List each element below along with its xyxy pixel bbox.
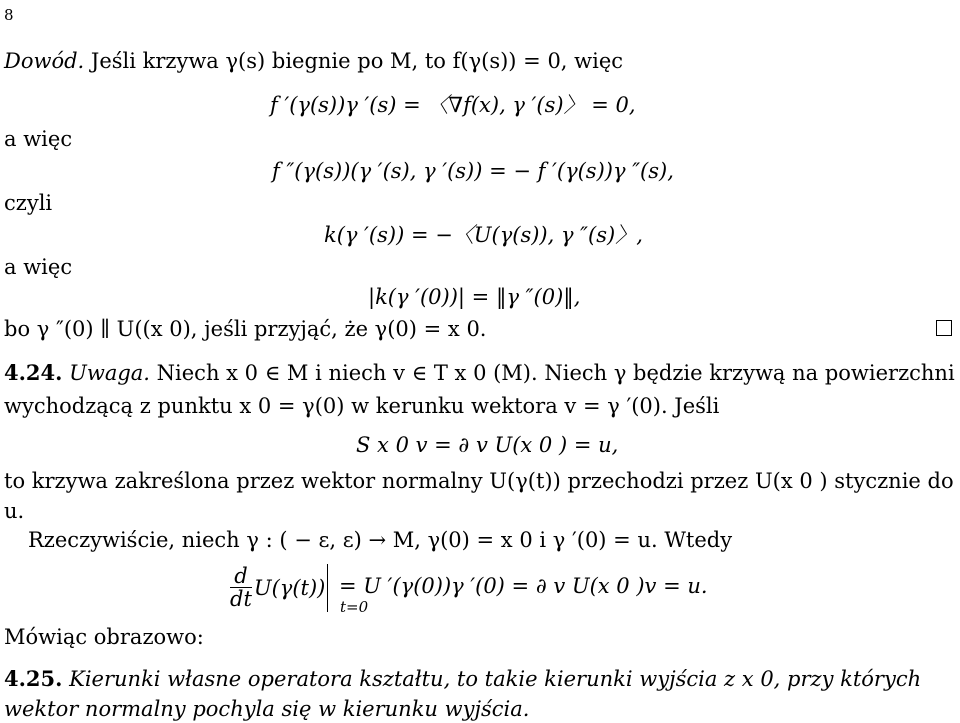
remark-line-3: to krzywa zakreślona przez wektor normalny U(γ(t)) przechodzi przez U(x 0 ) stycznie do <box>4 469 954 493</box>
page-number: 8 <box>4 6 14 24</box>
definition-line-1 <box>4 666 921 692</box>
remark-line-4: u. <box>4 499 25 523</box>
evaluation-subscript: t=0 <box>340 598 369 616</box>
definition-line-2: wektor normalny pochyla się w kierunku wyjścia. <box>4 697 530 721</box>
derivative-fraction <box>230 565 252 610</box>
evaluation-expression: U(γ(t)) <box>253 575 326 600</box>
remark-equation: S x 0 v = ∂ v U(x 0 ) = u, <box>356 433 619 457</box>
fraction-denominator: dt <box>230 587 252 611</box>
remark-line-2: wychodzącą z punktu x 0 = γ(0) w kerunku wektora v = γ ′(0). Jeśli <box>4 394 720 418</box>
equation-4: |k(γ ′(0))| = ‖γ ″(0)‖, <box>368 285 581 309</box>
connector-a-wiec-1: a więc <box>4 127 73 151</box>
connector-a-wiec-2: a więc <box>4 255 73 279</box>
derivative-rest: = U ′(γ(0))γ ′(0) = ∂ v U(x 0 )v = u. <box>332 574 708 598</box>
remark-line-1 <box>4 360 955 386</box>
definition-number: 4.25. <box>4 666 63 691</box>
equation-1: f ′(γ(s))γ ′(s) = 〈∇f(x), γ ′(s)〉 = 0, <box>270 93 636 117</box>
proof-closing: bo γ ″(0) ∥ U((x 0), jeśli przyjąć, że γ(0) = x 0. <box>4 317 487 341</box>
definition-line-1-text: Kierunki własne operatora kształtu, to takie kierunki wyjścia z x 0, przy których <box>62 667 922 691</box>
remark-number: 4.24. <box>4 360 63 385</box>
derivative-equation <box>230 562 708 612</box>
remark-closing: Mówiąc obrazowo: <box>4 625 204 649</box>
remark-label: Uwaga. <box>62 361 150 385</box>
connector-czyli: czyli <box>4 191 53 215</box>
fraction-numerator: d <box>230 565 252 588</box>
evaluation-bar <box>254 564 328 612</box>
equation-3: k(γ ′(s)) = −〈U(γ(s)), γ ″(s)〉, <box>324 223 643 247</box>
proof-label: Dowód. <box>4 49 85 73</box>
equation-2: f ″(γ(s))(γ ′(s), γ ′(s)) = − f ′(γ(s))γ ″(s), <box>272 159 674 183</box>
proof-intro-text: Jeśli krzywa γ(s) biegnie po M, to f(γ(s)) = 0, więc <box>84 49 624 73</box>
qed-square-icon <box>936 320 952 336</box>
remark-line-5: Rzeczywiście, niech γ : ( − ε, ε) → M, γ(0) = x 0 i γ ′(0) = u. Wtedy <box>28 528 733 552</box>
remark-line-1-text: Niech x 0 ∈ M i niech v ∈ T x 0 (M). Niech γ będzie krzywą na powierzchni <box>149 361 955 385</box>
proof-intro <box>4 48 623 74</box>
